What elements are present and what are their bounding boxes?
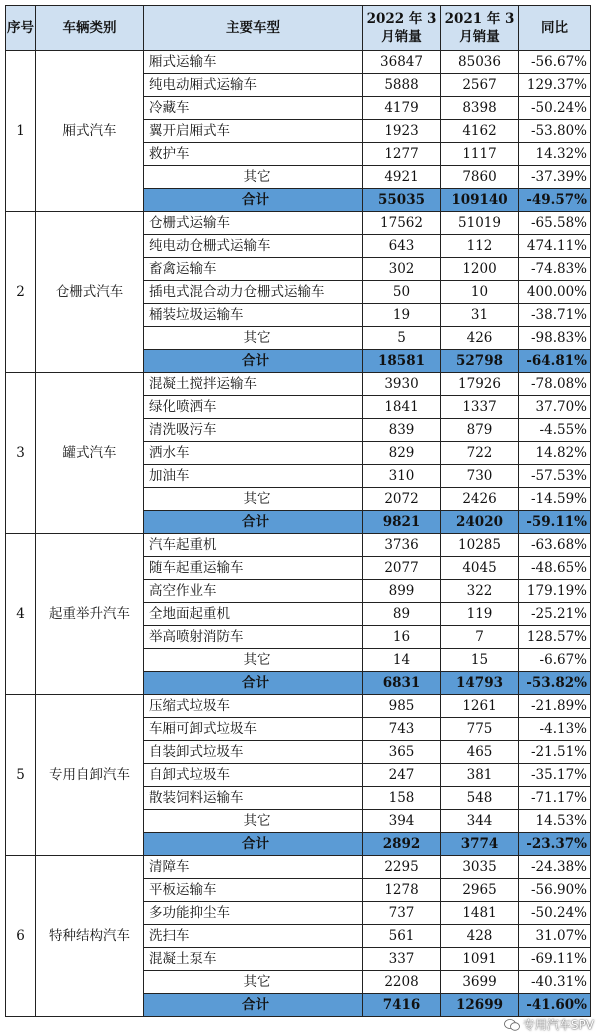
sales-2022-cell: 2077 [363,557,441,580]
yoy-cell: -98.83% [519,327,591,350]
model-cell: 平板运输车 [144,879,363,902]
sales-2021-cell: 465 [441,741,519,764]
model-cell: 汽车起重机 [144,534,363,557]
model-cell: 合计 [144,994,363,1017]
yoy-cell: -21.51% [519,741,591,764]
yoy-cell: -41.60% [519,994,591,1017]
sales-2022-cell: 302 [363,258,441,281]
model-cell: 全地面起重机 [144,603,363,626]
seq-cell: 6 [6,856,36,1017]
sales-2021-cell: 7 [441,626,519,649]
model-cell: 插电式混合动力仓栅式运输车 [144,281,363,304]
sales-2021-cell: 12699 [441,994,519,1017]
yoy-cell: -50.24% [519,902,591,925]
sales-2021-cell: 14793 [441,672,519,695]
sales-2022-cell: 6831 [363,672,441,695]
model-cell: 翼开启厢式车 [144,120,363,143]
sales-2022-cell: 2208 [363,971,441,994]
sales-2022-cell: 5888 [363,74,441,97]
category-cell: 专用自卸汽车 [36,695,144,856]
yoy-cell: -49.57% [519,189,591,212]
sales-2021-cell: 730 [441,465,519,488]
model-cell: 洗扫车 [144,925,363,948]
sales-2022-cell: 561 [363,925,441,948]
model-cell: 厢式运输车 [144,51,363,74]
sales-2021-cell: 3774 [441,833,519,856]
model-cell: 混凝土搅拌运输车 [144,373,363,396]
yoy-cell: 14.82% [519,442,591,465]
header-category: 车辆类别 [36,6,144,51]
seq-cell: 2 [6,212,36,373]
sales-2022-cell: 158 [363,787,441,810]
yoy-cell: -4.13% [519,718,591,741]
sales-2021-cell: 31 [441,304,519,327]
sales-2022-cell: 5 [363,327,441,350]
table-body [6,51,591,1017]
model-cell: 举高喷射消防车 [144,626,363,649]
sales-2022-cell: 337 [363,948,441,971]
yoy-cell: 179.19% [519,580,591,603]
sales-2021-cell: 4162 [441,120,519,143]
yoy-cell: 128.57% [519,626,591,649]
sales-2022-cell: 4921 [363,166,441,189]
model-cell: 合计 [144,189,363,212]
table-row [6,695,591,718]
model-cell: 纯电动厢式运输车 [144,74,363,97]
sales-2022-cell: 18581 [363,350,441,373]
yoy-cell: -71.17% [519,787,591,810]
sales-2022-cell: 7416 [363,994,441,1017]
yoy-cell: -65.58% [519,212,591,235]
model-cell: 畜禽运输车 [144,258,363,281]
yoy-cell: -53.82% [519,672,591,695]
yoy-cell: 37.70% [519,396,591,419]
model-cell: 桶装垃圾运输车 [144,304,363,327]
sales-2022-cell: 365 [363,741,441,764]
yoy-cell: -78.08% [519,373,591,396]
sales-2022-cell: 9821 [363,511,441,534]
sales-2021-cell: 1261 [441,695,519,718]
sales-2022-cell: 247 [363,764,441,787]
model-cell: 仓栅式运输车 [144,212,363,235]
sales-2021-cell: 4045 [441,557,519,580]
sales-2022-cell: 55035 [363,189,441,212]
yoy-cell: 474.11% [519,235,591,258]
sales-2022-cell: 50 [363,281,441,304]
sales-2021-cell: 879 [441,419,519,442]
model-cell: 其它 [144,488,363,511]
yoy-cell: -50.24% [519,97,591,120]
header-seq: 序号 [6,6,36,51]
model-cell: 自装卸式垃圾车 [144,741,363,764]
model-cell: 随车起重运输车 [144,557,363,580]
sales-2022-cell: 829 [363,442,441,465]
wechat-icon [504,1019,520,1031]
seq-cell: 4 [6,534,36,695]
yoy-cell: -57.53% [519,465,591,488]
sales-2022-cell: 16 [363,626,441,649]
model-cell: 纯电动仓栅式运输车 [144,235,363,258]
sales-2022-cell: 3930 [363,373,441,396]
sales-2022-cell: 1923 [363,120,441,143]
sales-2021-cell: 52798 [441,350,519,373]
sales-2022-cell: 985 [363,695,441,718]
table-row [6,534,591,557]
sales-2021-cell: 85036 [441,51,519,74]
table-row [6,373,591,396]
yoy-cell: 129.37% [519,74,591,97]
sales-2022-cell: 737 [363,902,441,925]
model-cell: 高空作业车 [144,580,363,603]
sales-2022-cell: 14 [363,649,441,672]
yoy-cell: -74.83% [519,258,591,281]
sales-2021-cell: 1337 [441,396,519,419]
yoy-cell: -24.38% [519,856,591,879]
sales-2021-cell: 119 [441,603,519,626]
sales-table [5,5,591,1017]
sales-2022-cell: 2892 [363,833,441,856]
model-cell: 绿化喷洒车 [144,396,363,419]
seq-cell: 1 [6,51,36,212]
sales-2021-cell: 3699 [441,971,519,994]
yoy-cell: 14.32% [519,143,591,166]
category-cell: 仓栅式汽车 [36,212,144,373]
sales-2021-cell: 24020 [441,511,519,534]
yoy-cell: -56.67% [519,51,591,74]
model-cell: 洒水车 [144,442,363,465]
sales-2021-cell: 10 [441,281,519,304]
model-cell: 散装饲料运输车 [144,787,363,810]
header-model: 主要车型 [144,6,363,51]
sales-2022-cell: 19 [363,304,441,327]
sales-2022-cell: 394 [363,810,441,833]
model-cell: 其它 [144,649,363,672]
sales-2022-cell: 310 [363,465,441,488]
sales-2021-cell: 344 [441,810,519,833]
sales-2021-cell: 109140 [441,189,519,212]
sales-2022-cell: 1277 [363,143,441,166]
yoy-cell: -59.11% [519,511,591,534]
yoy-cell: -38.71% [519,304,591,327]
model-cell: 合计 [144,350,363,373]
sales-2021-cell: 10285 [441,534,519,557]
sales-2021-cell: 15 [441,649,519,672]
sales-2022-cell: 89 [363,603,441,626]
yoy-cell: -40.31% [519,971,591,994]
watermark-text: 专用汽车SPV [522,1018,594,1032]
sales-2021-cell: 7860 [441,166,519,189]
yoy-cell: -25.21% [519,603,591,626]
model-cell: 冷藏车 [144,97,363,120]
yoy-cell: 400.00% [519,281,591,304]
header-sales-2021: 2021 年 3 月销量 [441,6,519,51]
seq-cell: 3 [6,373,36,534]
sales-2021-cell: 722 [441,442,519,465]
sales-2021-cell: 1117 [441,143,519,166]
sales-2021-cell: 775 [441,718,519,741]
sales-2022-cell: 2072 [363,488,441,511]
sales-2021-cell: 2567 [441,74,519,97]
yoy-cell: -4.55% [519,419,591,442]
yoy-cell: -23.37% [519,833,591,856]
sales-2022-cell: 2295 [363,856,441,879]
table-row [6,856,591,879]
header-yoy: 同比 [519,6,591,51]
category-cell: 厢式汽车 [36,51,144,212]
sales-2021-cell: 1481 [441,902,519,925]
sales-2021-cell: 2426 [441,488,519,511]
model-cell: 混凝土泵车 [144,948,363,971]
model-cell: 压缩式垃圾车 [144,695,363,718]
model-cell: 合计 [144,833,363,856]
yoy-cell: -35.17% [519,764,591,787]
sales-2021-cell: 381 [441,764,519,787]
model-cell: 合计 [144,511,363,534]
yoy-cell: 14.53% [519,810,591,833]
yoy-cell: 31.07% [519,925,591,948]
sales-2022-cell: 36847 [363,51,441,74]
model-cell: 清障车 [144,856,363,879]
yoy-cell: -14.59% [519,488,591,511]
sales-2022-cell: 1278 [363,879,441,902]
model-cell: 其它 [144,327,363,350]
sales-2021-cell: 17926 [441,373,519,396]
sales-2021-cell: 426 [441,327,519,350]
model-cell: 清洗吸污车 [144,419,363,442]
model-cell: 救护车 [144,143,363,166]
sales-2022-cell: 17562 [363,212,441,235]
sales-2021-cell: 3035 [441,856,519,879]
sales-2022-cell: 839 [363,419,441,442]
sales-2022-cell: 1841 [363,396,441,419]
category-cell: 特种结构汽车 [36,856,144,1017]
yoy-cell: -64.81% [519,350,591,373]
yoy-cell: -63.68% [519,534,591,557]
sales-2021-cell: 112 [441,235,519,258]
sales-2021-cell: 1200 [441,258,519,281]
model-cell: 其它 [144,971,363,994]
yoy-cell: -56.90% [519,879,591,902]
sales-2022-cell: 4179 [363,97,441,120]
sales-2021-cell: 51019 [441,212,519,235]
table-row [6,212,591,235]
sales-2021-cell: 322 [441,580,519,603]
model-cell: 车厢可卸式垃圾车 [144,718,363,741]
category-cell: 罐式汽车 [36,373,144,534]
watermark [504,1016,594,1033]
sales-2022-cell: 3736 [363,534,441,557]
yoy-cell: -48.65% [519,557,591,580]
sales-2021-cell: 428 [441,925,519,948]
sales-2021-cell: 1091 [441,948,519,971]
sales-2022-cell: 899 [363,580,441,603]
yoy-cell: -69.11% [519,948,591,971]
model-cell: 加油车 [144,465,363,488]
sales-2021-cell: 8398 [441,97,519,120]
yoy-cell: -53.80% [519,120,591,143]
table-row [6,51,591,74]
model-cell: 合计 [144,672,363,695]
yoy-cell: -6.67% [519,649,591,672]
yoy-cell: -21.89% [519,695,591,718]
sales-2022-cell: 643 [363,235,441,258]
sales-2021-cell: 2965 [441,879,519,902]
model-cell: 其它 [144,166,363,189]
yoy-cell: -37.39% [519,166,591,189]
header-sales-2022: 2022 年 3 月销量 [363,6,441,51]
category-cell: 起重举升汽车 [36,534,144,695]
model-cell: 多功能抑尘车 [144,902,363,925]
sales-2022-cell: 743 [363,718,441,741]
sales-2021-cell: 548 [441,787,519,810]
seq-cell: 5 [6,695,36,856]
model-cell: 其它 [144,810,363,833]
header-row [6,6,591,51]
model-cell: 自卸式垃圾车 [144,764,363,787]
